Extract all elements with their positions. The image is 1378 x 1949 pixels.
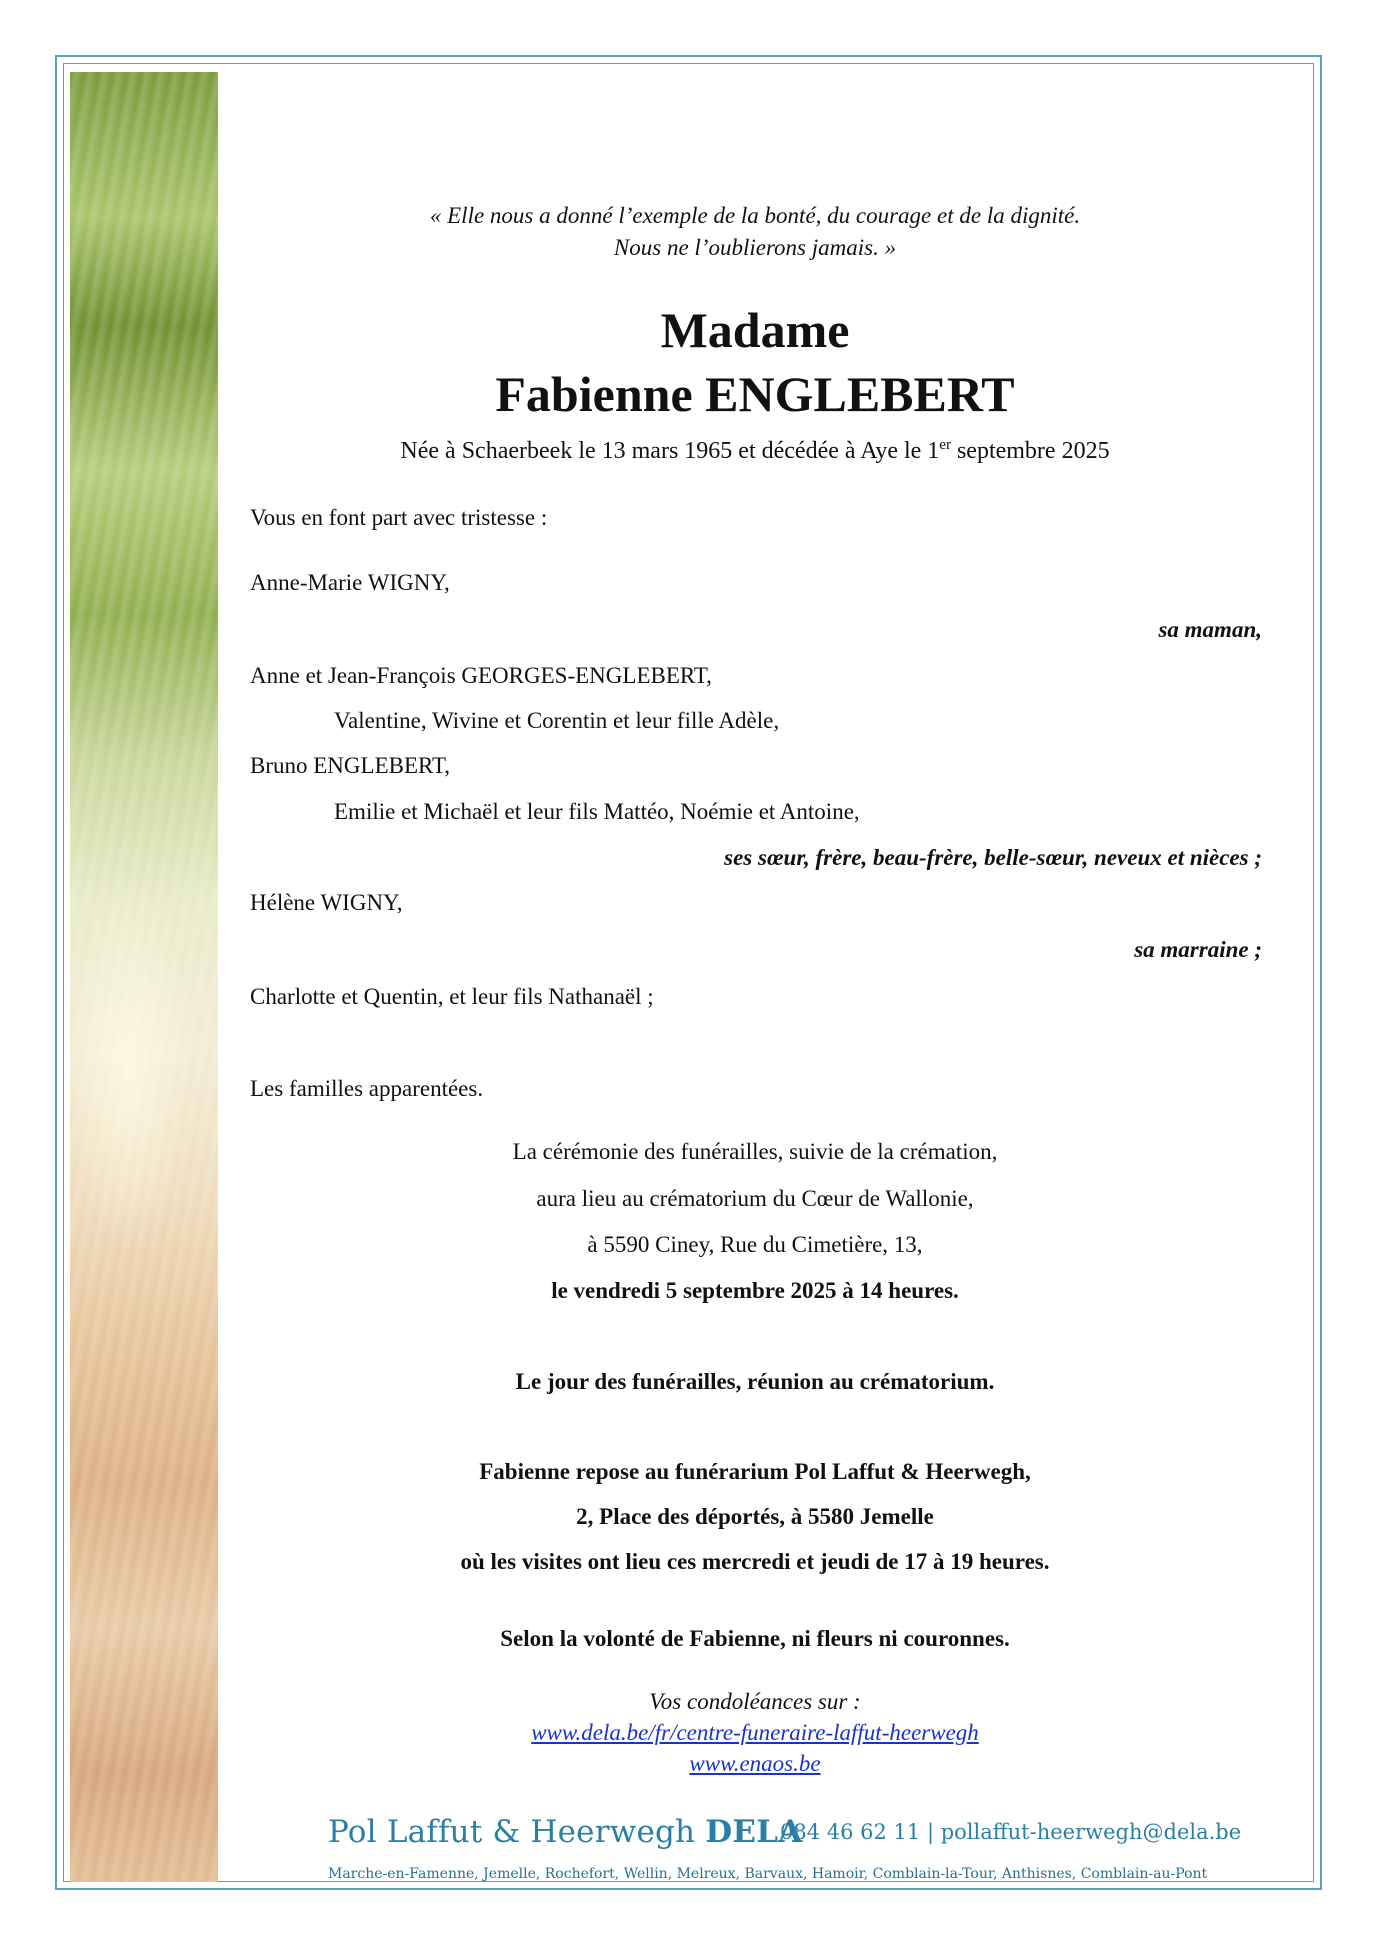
dela-logo: DELA bbox=[705, 1814, 803, 1850]
condolences-link-enaos[interactable]: www.enaos.be bbox=[689, 1751, 821, 1776]
condolences-link-1-row bbox=[250, 1718, 1260, 1748]
funeral-home-name: Pol Laffut & Heerwegh bbox=[328, 1814, 696, 1850]
memorial-quote bbox=[250, 200, 1260, 264]
condolences-link-dela[interactable]: www.dela.be/fr/centre-funeraire-laffut-heerwegh bbox=[531, 1720, 979, 1745]
repose-line-2: 2, Place des déportés, à 5580 Jemelle bbox=[576, 1504, 934, 1529]
honorific: Madame bbox=[660, 302, 850, 358]
family-siblings-role: ses sœur, frère, beau-frère, belle-sœur, neveux et nièces ; bbox=[724, 845, 1262, 870]
ceremony-line-2: aura lieu au crématorium du Cœur de Wallonie, bbox=[536, 1186, 974, 1211]
reunion-note: Le jour des funérailles, réunion au crématorium. bbox=[515, 1369, 995, 1394]
quote-line-2: Nous ne l’oublierons jamais. » bbox=[613, 235, 897, 260]
family-sibling-2-children: Emilie et Michaël et leur fils Mattéo, Noémie et Antoine, bbox=[334, 799, 860, 824]
condolences-link-2-row bbox=[250, 1749, 1260, 1779]
ceremony-date: le vendredi 5 septembre 2025 à 14 heures. bbox=[551, 1278, 959, 1303]
ceremony-line-1: La cérémonie des funérailles, suivie de la crémation, bbox=[512, 1139, 998, 1164]
quote-line-1: « Elle nous a donné l’exemple de la bonté, du courage et de la dignité. bbox=[429, 203, 1081, 228]
forest-path-photo bbox=[70, 72, 218, 1882]
repose-line-1: Fabienne repose au funérarium Pol Laffut & Heerwegh, bbox=[479, 1459, 1031, 1484]
family-godmother: Hélène WIGNY, bbox=[250, 890, 403, 915]
deceased-name: Fabienne ENGLEBERT bbox=[495, 366, 1015, 422]
flowers-note: Selon la volonté de Fabienne, ni fleurs ni couronnes. bbox=[500, 1626, 1010, 1651]
birth-death-dates bbox=[250, 437, 1260, 465]
condolences-label: Vos condoléances sur : bbox=[649, 1689, 861, 1714]
family-sibling-1: Anne et Jean-François GEORGES-ENGLEBERT, bbox=[250, 663, 712, 688]
family-godmother-role: sa marraine ; bbox=[1134, 937, 1262, 962]
family-mother-role: sa maman, bbox=[1158, 617, 1262, 642]
dates-superscript: er bbox=[939, 437, 951, 453]
repose-line-3: où les visites ont lieu ces mercredi et jeudi de 17 à 19 heures. bbox=[460, 1549, 1050, 1574]
ceremony-line-3: à 5590 Ciney, Rue du Cimetière, 13, bbox=[587, 1232, 923, 1257]
funeral-home-brand bbox=[328, 1814, 802, 1850]
dates-text-end: septembre 2025 bbox=[950, 438, 1110, 464]
family-related: Les familles apparentées. bbox=[250, 1076, 484, 1101]
dates-text-start: Née à Schaerbeek le 13 mars 1965 et décédée à Aye le 1 bbox=[400, 438, 940, 464]
deceased-title bbox=[250, 298, 1260, 426]
announce-text: Vous en font part avec tristesse : bbox=[250, 505, 548, 530]
family-sibling-1-children: Valentine, Wivine et Corentin et leur fille Adèle, bbox=[334, 708, 780, 733]
funeral-home-locations: Marche-en-Famenne, Jemelle, Rochefort, Wellin, Melreux, Barvaux, Hamoir, Comblain-la-Tour, Anthisnes, Comblain-au-Pont bbox=[328, 1866, 1208, 1882]
funeral-home-contact: 084 46 62 11 | pollaffut-heerwegh@dela.be bbox=[780, 1820, 1242, 1844]
family-sibling-2: Bruno ENGLEBERT, bbox=[250, 753, 451, 778]
family-others: Charlotte et Quentin, et leur fils Nathanaël ; bbox=[250, 984, 654, 1009]
family-mother: Anne-Marie WIGNY, bbox=[250, 570, 450, 595]
